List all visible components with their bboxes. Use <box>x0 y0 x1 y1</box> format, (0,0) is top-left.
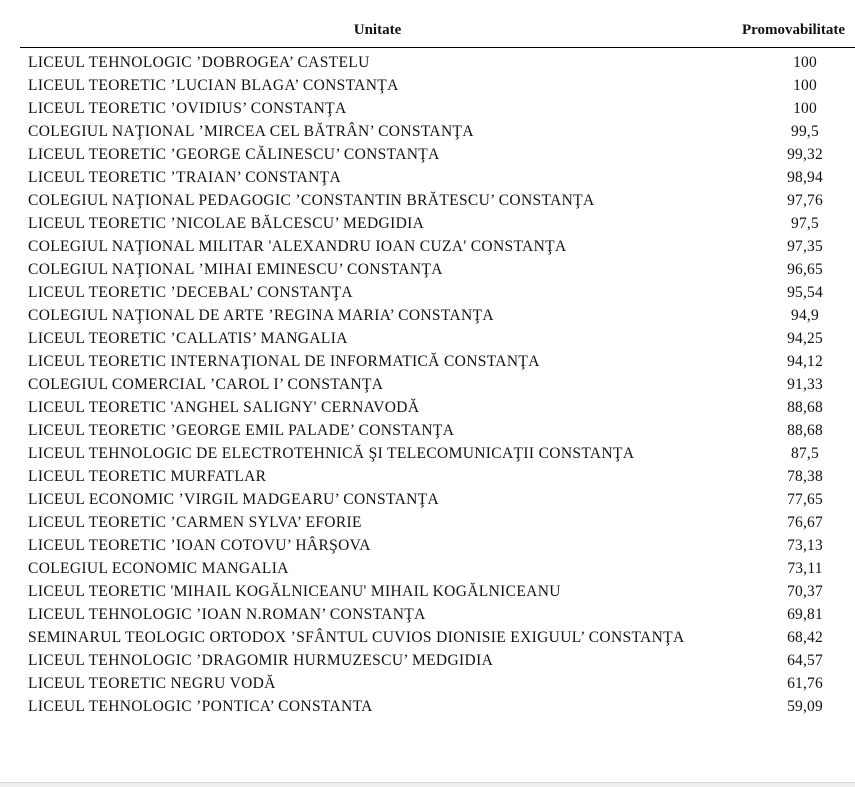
school-name: LICEUL TEORETIC MURFATLAR <box>28 468 267 485</box>
pass-rate: 99,5 <box>791 123 819 140</box>
school-name: COLEGIUL NAŢIONAL ’MIHAI EMINESCU’ CONSTANŢA <box>28 261 443 278</box>
pass-rate: 87,5 <box>791 445 819 462</box>
table-row <box>20 534 855 557</box>
table-row <box>20 695 855 718</box>
school-name: LICEUL TEORETIC ’OVIDIUS’ CONSTANŢA <box>28 100 347 117</box>
school-name: COLEGIUL COMERCIAL ’CAROL I’ CONSTANŢA <box>28 376 384 393</box>
table-row <box>20 48 855 75</box>
horizontal-scrollbar-edge <box>0 782 855 787</box>
table-row <box>20 488 855 511</box>
results-table-container <box>20 14 855 718</box>
table-row <box>20 74 855 97</box>
pass-rate: 100 <box>793 100 817 117</box>
school-name: LICEUL TEORETIC ’IOAN COTOVU’ HÂRŞOVA <box>28 537 371 554</box>
pass-rate: 97,5 <box>791 215 819 232</box>
school-name: LICEUL TEORETIC ’CALLATIS’ MANGALIA <box>28 330 348 347</box>
table-body <box>20 48 855 719</box>
table-row <box>20 649 855 672</box>
school-name: LICEUL TEORETIC ’CARMEN SYLVA’ EFORIE <box>28 514 362 531</box>
school-name: COLEGIUL NAŢIONAL PEDAGOGIC ’CONSTANTIN BRĂTESCU’ CONSTANŢA <box>28 192 595 209</box>
pass-rate: 76,67 <box>787 514 823 531</box>
pass-rate: 77,65 <box>787 491 823 508</box>
pass-rate: 59,09 <box>787 698 823 715</box>
school-name: LICEUL TEORETIC 'ANGHEL SALIGNY' CERNAVODĂ <box>28 399 420 416</box>
school-name: LICEUL TEHNOLOGIC ’DOBROGEA’ CASTELU <box>28 54 370 71</box>
table-row <box>20 373 855 396</box>
school-name: LICEUL TEORETIC INTERNAŢIONAL DE INFORMATICĂ CONSTANŢA <box>28 353 540 370</box>
pass-rate: 88,68 <box>787 422 823 439</box>
school-name: LICEUL TEORETIC ’DECEBAL’ CONSTANŢA <box>28 284 353 301</box>
header-row <box>20 14 855 48</box>
school-name: COLEGIUL NAŢIONAL ’MIRCEA CEL BĂTRÂN’ CONSTANŢA <box>28 123 474 140</box>
pass-rate: 91,33 <box>787 376 823 393</box>
pass-rate: 96,65 <box>787 261 823 278</box>
pass-rate: 73,13 <box>787 537 823 554</box>
table-row <box>20 442 855 465</box>
pass-rate: 95,54 <box>787 284 823 301</box>
table-row <box>20 626 855 649</box>
table-row <box>20 189 855 212</box>
table-row <box>20 120 855 143</box>
school-name: LICEUL TEORETIC ’NICOLAE BĂLCESCU’ MEDGIDIA <box>28 215 425 232</box>
pass-rate: 97,76 <box>787 192 823 209</box>
pass-rate: 70,37 <box>787 583 823 600</box>
school-name: LICEUL ECONOMIC ’VIRGIL MADGEARU’ CONSTANŢA <box>28 491 440 508</box>
school-name: LICEUL TEHNOLOGIC ’DRAGOMIR HURMUZESCU’ MEDGIDIA <box>28 652 494 669</box>
school-name: COLEGIUL ECONOMIC MANGALIA <box>28 560 289 577</box>
school-name: LICEUL TEORETIC 'MIHAIL KOGĂLNICEANU' MIHAIL KOGĂLNICEANU <box>28 583 561 600</box>
table-row <box>20 235 855 258</box>
table-row <box>20 557 855 580</box>
pass-rate: 97,35 <box>787 238 823 255</box>
school-name: LICEUL TEHNOLOGIC DE ELECTROTEHNICĂ ŞI TELECOMUNICAŢII CONSTANŢA <box>28 445 635 462</box>
school-name: LICEUL TEHNOLOGIC ’IOAN N.ROMAN’ CONSTANŢA <box>28 606 426 623</box>
school-name: SEMINARUL TEOLOGIC ORTODOX ’SFÂNTUL CUVIOS DIONISIE EXIGUUL’ CONSTANŢA <box>28 629 685 646</box>
column-header-rate: Promovabilitate <box>705 14 855 48</box>
pass-rate: 69,81 <box>787 606 823 623</box>
results-table <box>20 14 855 718</box>
school-name: LICEUL TEORETIC ’GEORGE EMIL PALADE’ CONSTANŢA <box>28 422 455 439</box>
school-name: LICEUL TEORETIC ’GEORGE CĂLINESCU’ CONSTANŢA <box>28 146 440 163</box>
table-row <box>20 166 855 189</box>
table-row <box>20 396 855 419</box>
table-row <box>20 672 855 695</box>
pass-rate: 94,12 <box>787 353 823 370</box>
table-row <box>20 580 855 603</box>
pass-rate: 73,11 <box>787 560 823 577</box>
table-row <box>20 304 855 327</box>
pass-rate: 94,25 <box>787 330 823 347</box>
school-name: LICEUL TEORETIC ’TRAIAN’ CONSTANŢA <box>28 169 342 186</box>
column-header-unit: Unitate <box>20 14 705 48</box>
pass-rate: 78,38 <box>787 468 823 485</box>
pass-rate: 88,68 <box>787 399 823 416</box>
table-row <box>20 143 855 166</box>
pass-rate: 64,57 <box>787 652 823 669</box>
table-row <box>20 603 855 626</box>
pass-rate: 99,32 <box>787 146 823 163</box>
pass-rate: 94,9 <box>791 307 819 324</box>
table-row <box>20 258 855 281</box>
pass-rate: 100 <box>793 54 817 71</box>
table-row <box>20 97 855 120</box>
pass-rate: 98,94 <box>787 169 823 186</box>
school-name: LICEUL TEORETIC NEGRU VODĂ <box>28 675 276 692</box>
school-name: COLEGIUL NAŢIONAL MILITAR 'ALEXANDRU IOAN CUZA' CONSTANŢA <box>28 238 567 255</box>
table-row <box>20 327 855 350</box>
table-row <box>20 511 855 534</box>
school-name: LICEUL TEHNOLOGIC ’PONTICA’ CONSTANTA <box>28 698 373 715</box>
pass-rate: 100 <box>793 77 817 94</box>
table-header <box>20 14 855 48</box>
pass-rate: 61,76 <box>787 675 823 692</box>
pass-rate: 68,42 <box>787 629 823 646</box>
table-row <box>20 281 855 304</box>
table-row <box>20 350 855 373</box>
table-row <box>20 465 855 488</box>
table-row <box>20 419 855 442</box>
school-name: COLEGIUL NAŢIONAL DE ARTE ’REGINA MARIA’ CONSTANŢA <box>28 307 494 324</box>
table-row <box>20 212 855 235</box>
school-name: LICEUL TEORETIC ’LUCIAN BLAGA’ CONSTANŢA <box>28 77 399 94</box>
